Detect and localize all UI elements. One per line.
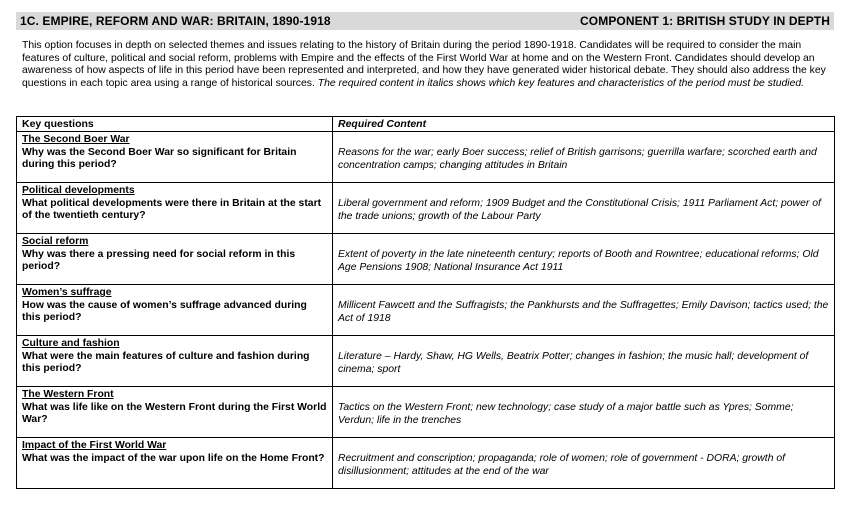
section-header-bar (16, 12, 834, 30)
option-title: 1C. EMPIRE, REFORM AND WAR: BRITAIN, 1890-1918 (20, 14, 331, 28)
required-content-cell: Extent of poverty in the late nineteenth century; reports of Booth and Rowntree; educational reforms; Old Age Pensions 1908; National Insurance Act 1911 (333, 234, 835, 285)
table-row (17, 183, 835, 234)
topic-title: Social reform (22, 236, 89, 247)
required-content-cell: Millicent Fawcett and the Suffragists; the Pankhursts and the Suffragettes; Emily Davison; tactics used; the Act of 1918 (333, 285, 835, 336)
topic-title: Culture and fashion (22, 338, 120, 349)
topic-title: The Second Boer War (22, 134, 130, 145)
key-question-cell (17, 336, 333, 387)
table-row (17, 438, 835, 489)
intro-italic-note: The required content in italics shows which key features and characteristics of the period must be studied. (317, 77, 805, 89)
key-question-cell (17, 183, 333, 234)
key-question: What was life like on the Western Front during the First World War? (22, 401, 327, 426)
required-content-cell: Literature – Hardy, Shaw, HG Wells, Beatrix Potter; changes in fashion; the music hall; development of cinema; sport (333, 336, 835, 387)
key-question: What were the main features of culture and fashion during this period? (22, 350, 310, 375)
topic-title: Impact of the First World War (22, 440, 167, 451)
key-question: Why was the Second Boer War so significant for Britain during this period? (22, 146, 297, 171)
key-question: What was the impact of the war upon life on the Home Front? (22, 452, 325, 464)
table-row (17, 285, 835, 336)
component-title: COMPONENT 1: BRITISH STUDY IN DEPTH (580, 14, 830, 28)
table-row (17, 336, 835, 387)
required-content-cell: Reasons for the war; early Boer success; relief of British garrisons; guerrilla warfare; scorched earth and concentration camps; changing attitudes in Britain (333, 132, 835, 183)
required-content-cell: Liberal government and reform; 1909 Budget and the Constitutional Crisis; 1911 Parliament Act; power of the trade unions; growth of the Labour Party (333, 183, 835, 234)
intro-text: This option focuses in depth on selected themes and issues relating to the history of Britain during the period 1890-1918. Candidates will be required to consider the main features of culture, political and social reform, problems with Empire and the effects of the First World War at home and on the Western Front. Candidates should develop an awareness of how aspects of life in this period have been represented and interpreted, and how they have generated wider historical debate. They should also address the key questions in each topic area using a range of historical sources. (22, 40, 826, 89)
required-content-header: Required Content (333, 117, 835, 132)
required-content-cell: Recruitment and conscription; propaganda; role of women; role of government - DORA; growth of disillusionment; attitudes at the end of the war (333, 438, 835, 489)
key-question-cell (17, 438, 333, 489)
topic-title: The Western Front (22, 389, 114, 400)
table-row (17, 132, 835, 183)
key-question-cell (17, 387, 333, 438)
intro-paragraph (22, 40, 830, 90)
key-question: How was the cause of women’s suffrage advanced during this period? (22, 299, 307, 324)
key-question-cell (17, 234, 333, 285)
key-question-cell (17, 132, 333, 183)
topic-title: Political developments (22, 185, 135, 196)
key-question: Why was there a pressing need for social reform in this period? (22, 248, 296, 273)
table-row (17, 234, 835, 285)
topic-title: Women’s suffrage (22, 287, 112, 298)
table-row (17, 387, 835, 438)
key-question: What political developments were there in Britain at the start of the twentieth century? (22, 197, 322, 222)
key-question-cell (17, 285, 333, 336)
table-header-row (17, 117, 835, 132)
content-table (16, 116, 835, 489)
key-questions-header: Key questions (17, 117, 333, 132)
required-content-cell: Tactics on the Western Front; new technology; case study of a major battle such as Ypres; Somme; Verdun; life in the trenches (333, 387, 835, 438)
